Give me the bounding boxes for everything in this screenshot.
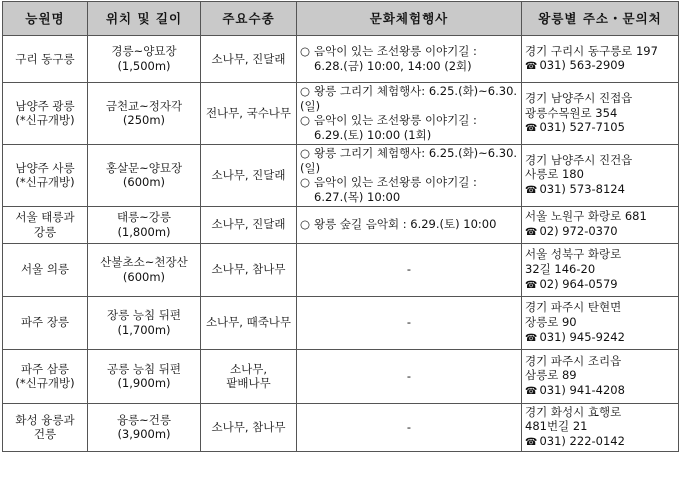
location-line: 융릉~건릉 (116, 412, 172, 427)
event-title: 왕릉 그리기 체험행사: 6.25.(화)~6.30.(일) (300, 84, 518, 113)
trail-table (2, 1, 679, 452)
address-line: 경기 남양주시 진건읍 (525, 152, 633, 167)
cell-location (88, 144, 201, 206)
name-line: (*신규개방) (15, 376, 75, 391)
phone-line (525, 58, 675, 74)
cell-events (297, 296, 522, 349)
cell-location (88, 243, 201, 296)
phone-line (525, 330, 675, 346)
cell-address (522, 296, 679, 349)
cell-address (522, 83, 679, 145)
cell-location (88, 296, 201, 349)
location-line: 공릉 능침 뒤편 (107, 361, 181, 376)
cell-location (88, 83, 201, 145)
name-line: 강릉 (33, 224, 57, 239)
phone-number: 02) 964-0579 (539, 276, 618, 291)
tree-line: 소나무, (230, 361, 267, 376)
event-item (300, 84, 518, 113)
cell-events (297, 243, 522, 296)
name-line: 파주 삼릉 (20, 361, 70, 376)
location-line: (250m) (122, 113, 166, 128)
circle-bullet-icon: ○ (300, 145, 311, 160)
circle-bullet-icon: ○ (300, 175, 311, 190)
event-item (300, 146, 518, 175)
phone-line (525, 277, 675, 293)
name-line: 화성 융릉과 (15, 412, 75, 427)
phone-number: 02) 972-0370 (539, 224, 618, 239)
cell-name (3, 349, 88, 403)
cell-tree (201, 296, 297, 349)
phone-number: 031) 222-0142 (539, 434, 625, 449)
location-line: (3,900m) (117, 427, 171, 442)
cell-name (3, 206, 88, 243)
name-line: 건릉 (33, 427, 57, 442)
location-line: (1,500m) (117, 59, 171, 73)
location-line: (600m) (122, 175, 166, 190)
table-row (3, 83, 679, 145)
cell-name (3, 296, 88, 349)
address-line: 사릉로 180 (525, 167, 584, 182)
header-row (3, 2, 679, 36)
cell-address (522, 349, 679, 403)
phone-number: 031) 563-2909 (539, 58, 625, 73)
cell-location (88, 206, 201, 243)
location-line: 홍살문~양묘장 (105, 160, 183, 175)
phone-icon: ☎ (525, 61, 538, 73)
cell-events (297, 403, 522, 451)
no-event-dash: - (406, 420, 412, 434)
cell-events (297, 83, 522, 145)
cell-address (522, 243, 679, 296)
phone-number: 031) 945-9242 (539, 329, 625, 344)
cell-name (3, 36, 88, 83)
tree-line: 팥배나무 (226, 376, 271, 391)
cell-name (3, 83, 88, 145)
cell-tree (201, 243, 297, 296)
no-event-dash: - (406, 315, 412, 330)
cell-address (522, 36, 679, 83)
cell-address (522, 206, 679, 243)
event-title: 왕릉 그리기 체험행사: 6.25.(화)~6.30.(일) (300, 145, 518, 175)
phone-line (525, 182, 675, 198)
tree-line: 소나무, 진달래 (211, 167, 286, 182)
name-line: 남양주 사릉 (15, 160, 75, 175)
cell-events (297, 144, 522, 206)
address-line: 481번길 21 (525, 419, 588, 434)
circle-bullet-icon: ○ (300, 217, 311, 232)
header-location: 위치 및 길이 (88, 2, 201, 36)
cell-location (88, 36, 201, 83)
cell-tree (201, 403, 297, 451)
location-line: (1,900m) (117, 376, 171, 391)
address-line: 32길 146-20 (525, 261, 596, 276)
table-row (3, 403, 679, 451)
phone-icon: ☎ (525, 123, 538, 135)
location-line: (1,700m) (117, 322, 171, 337)
location-line: 금천교~정자각 (105, 98, 183, 113)
phone-icon: ☎ (525, 386, 538, 398)
no-event-dash: - (406, 368, 412, 383)
phone-number: 031) 941-4208 (539, 383, 625, 398)
cell-events (297, 206, 522, 243)
address-line: 서울 노원구 화랑로 681 (525, 209, 647, 224)
address-line: 경기 파주시 조리읍 (525, 353, 622, 368)
table-row (3, 206, 679, 243)
name-line: 남양주 광릉 (15, 98, 75, 113)
cell-location (88, 349, 201, 403)
phone-icon: ☎ (525, 437, 538, 449)
table-row (3, 243, 679, 296)
header-name: 능원명 (3, 2, 88, 36)
address-line: 경기 화성시 효행로 (525, 404, 622, 419)
phone-line (525, 120, 675, 136)
cell-name (3, 403, 88, 451)
name-line: 파주 장릉 (20, 315, 70, 330)
address-line: 장릉로 90 (525, 314, 577, 329)
event-title: 왕릉 숲길 음악회 : 6.29.(토) 10:00 (314, 217, 497, 232)
name-line: (*신규개방) (15, 175, 75, 190)
header-address: 왕릉별 주소・문의처 (522, 2, 679, 36)
name-line: 구리 동구릉 (15, 51, 75, 66)
tree-line: 전나무, 국수나무 (205, 106, 292, 121)
address-line: 서울 성북구 화랑로 (525, 247, 622, 262)
event-item (300, 217, 518, 232)
tree-line: 소나무, 진달래 (211, 217, 286, 232)
location-line: (1,800m) (117, 224, 171, 239)
table-body (3, 36, 679, 452)
circle-bullet-icon: ○ (300, 113, 311, 128)
tree-line: 소나무, 때죽나무 (205, 315, 292, 330)
phone-line (525, 434, 675, 450)
location-line: (600m) (122, 269, 166, 284)
event-item (300, 44, 518, 73)
cell-location (88, 403, 201, 451)
phone-icon: ☎ (525, 332, 538, 344)
cell-name (3, 144, 88, 206)
phone-line (525, 383, 675, 399)
table-row (3, 36, 679, 83)
cell-tree (201, 349, 297, 403)
address-line: 경기 파주시 탄현면 (525, 300, 622, 315)
event-item (300, 175, 518, 204)
header-events: 문화체험행사 (297, 2, 522, 36)
address-line: 광릉수목원로 354 (525, 105, 618, 120)
circle-bullet-icon: ○ (300, 84, 311, 98)
cell-events (297, 36, 522, 83)
header-tree: 주요수종 (201, 2, 297, 36)
circle-bullet-icon: ○ (300, 44, 311, 59)
cell-tree (201, 206, 297, 243)
cell-tree (201, 83, 297, 145)
table-row (3, 296, 679, 349)
phone-icon: ☎ (525, 185, 538, 197)
event-detail: 6.28.(금) 10:00, 14:00 (2회) (314, 59, 472, 73)
location-line: 태릉~강릉 (116, 210, 172, 225)
location-line: 경릉~양묘장 (111, 44, 177, 59)
no-event-dash: - (406, 262, 412, 277)
phone-line (525, 224, 675, 240)
table-row (3, 349, 679, 403)
cell-tree (201, 144, 297, 206)
cell-address (522, 403, 679, 451)
tree-line: 소나무, 참나무 (211, 420, 286, 434)
cell-name (3, 243, 88, 296)
event-title: 음악이 있는 조선왕릉 이야기길 : (314, 44, 477, 59)
address-line: 경기 남양주시 진접읍 (525, 90, 633, 105)
name-line: 서울 의릉 (20, 262, 70, 277)
phone-number: 031) 573-8124 (539, 182, 625, 197)
phone-icon: ☎ (525, 227, 538, 239)
table-row (3, 144, 679, 206)
tree-line: 소나무, 참나무 (211, 262, 286, 277)
phone-number: 031) 527-7105 (539, 120, 625, 135)
event-detail: 6.27.(목) 10:00 (314, 190, 401, 205)
event-detail: 6.29.(토) 10:00 (1회) (314, 128, 432, 143)
cell-tree (201, 36, 297, 83)
name-line: (*신규개방) (15, 113, 75, 128)
event-title: 음악이 있는 조선왕릉 이야기길 : (314, 175, 477, 190)
location-line: 장릉 능침 뒤편 (107, 308, 181, 323)
phone-icon: ☎ (525, 279, 538, 291)
location-line: 산불초소~천장산 (100, 255, 188, 270)
cell-address (522, 144, 679, 206)
address-line: 삼릉로 89 (525, 368, 577, 383)
event-title: 음악이 있는 조선왕릉 이야기길 : (314, 113, 477, 128)
address-line: 경기 구리시 동구릉로 197 (525, 43, 658, 58)
tree-line: 소나무, 진달래 (211, 51, 286, 66)
name-line: 서울 태릉과 (15, 210, 75, 225)
cell-events (297, 349, 522, 403)
event-item (300, 113, 518, 142)
